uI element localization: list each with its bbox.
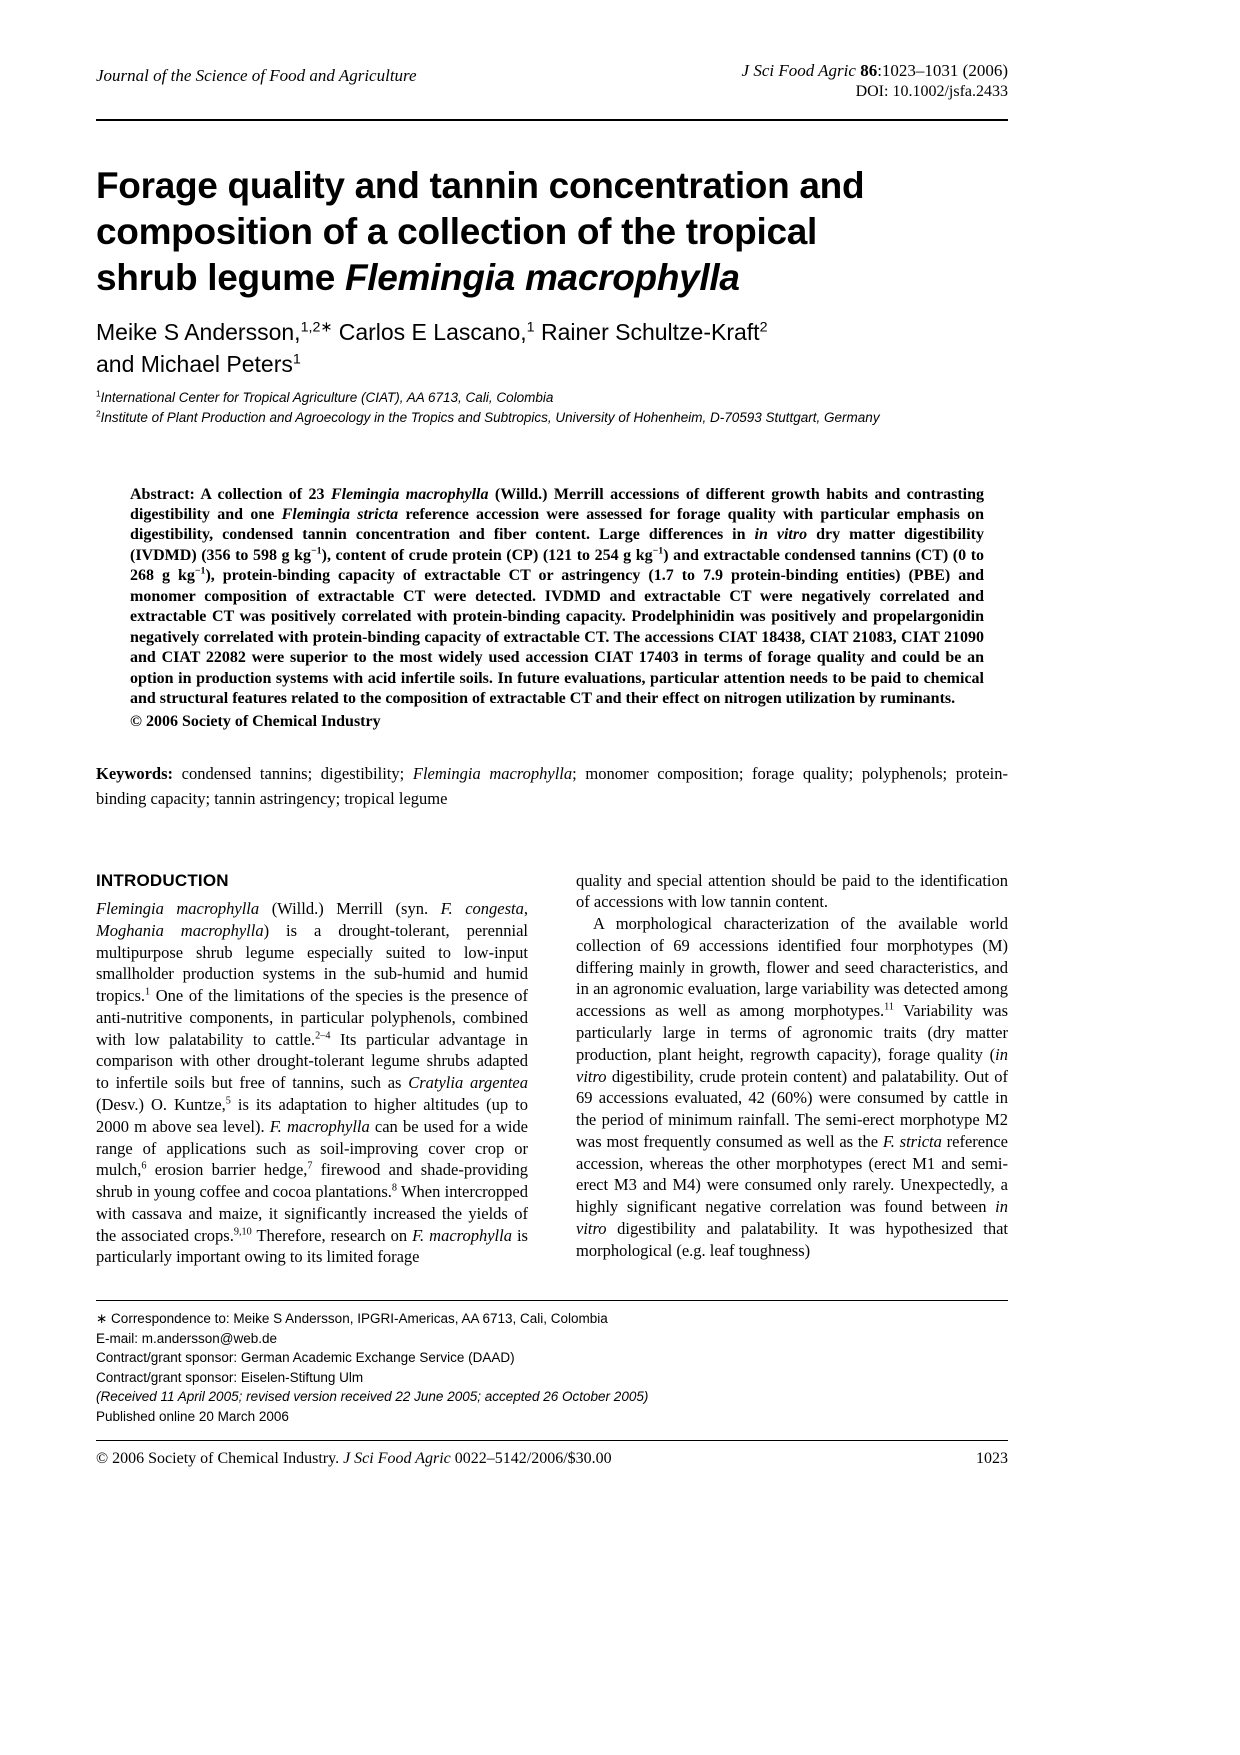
- abstract-copyright: © 2006 Society of Chemical Industry: [130, 712, 381, 730]
- header-citation-block: [742, 60, 1008, 103]
- footnote-divider: [96, 1300, 1008, 1301]
- footnote-sponsor-1: Contract/grant sponsor: German Academic Exchange Service (DAAD): [96, 1350, 515, 1366]
- article-body: [96, 870, 1008, 1268]
- bottom-divider: [96, 1440, 1008, 1441]
- page-number: 1023: [976, 1450, 1008, 1468]
- header-row: [96, 60, 1008, 103]
- left-column: [96, 870, 528, 1268]
- page-footer: [96, 1300, 1008, 1468]
- header-divider: [96, 119, 1008, 121]
- doi: DOI: 10.1002/jsfa.2433: [855, 83, 1008, 101]
- footnotes-block: [96, 1309, 1008, 1426]
- right-column: [576, 870, 1008, 1268]
- affiliations: [96, 388, 1008, 429]
- introduction-heading: INTRODUCTION: [96, 870, 229, 890]
- authors-line: Meike S Andersson,$^{1,2∗}$ Carlos E Lascano,$^1$ Rainer Schultze-Kraft$^2$ and Michael Peters$^1$: [96, 318, 768, 377]
- footnote-received: (Received 11 April 2005; revised version received 22 June 2005; accepted 26 October 2005): [96, 1389, 649, 1405]
- body-paragraph-2: A morphological characterization of the available world collection of 69 accessions identified four morphotypes (M) differing mainly in growth, flower and seed characteristics, and in an agronomic evaluation, large variability was detected among accessions as well as among morphotypes.$^{11}$ Variability was particularly large in terms of agronomic traits (dry matter production, plant height, regrowth capacity), forage quality (in vitro digestibility, crude protein content) and palatability. Out of 69 accessions evaluated, 42 (60%) were consumed by cattle in the period of minimum rainfall. The semi-erect morphotype M2 was most frequently consumed as well as the F. stricta reference accession, whereas the other morphotypes (erect M1 and semi-erect M3 and M4) were consumed only rarely. Unexpectedly, a highly significant negative correlation was found between in vitro digestibility and palatability. It was hypothesized that morphological (e.g. leaf toughness): [576, 914, 1009, 1260]
- abstract-paragraph: Abstract: A collection of 23 Flemingia macrophylla (Willd.) Merrill accessions of different growth habits and contrasting digestibility and one Flemingia stricta reference accession were assessed for forage quality with particular emphasis on digestibility, condensed tannin concentration and fiber content. Large differences in in vitro dry matter digestibility (IVDMD) (356 to 598 g $kg^{-1}$), content of crude protein (CP) (121 to 254 g $kg^{-1}$) and extractable condensed tannins (CT) (0 to 268 g $kg^{-1}$), protein-binding capacity of extractable CT or astringency (1.7 to 7.9 protein-binding entities) (PBE) and monomer composition of extractable CT were detected. IVDMD and extractable CT were negatively correlated and extractable CT was positively correlated with protein-binding capacity. Prodelphinidin was positively and propelargonidin negatively correlated with protein-binding capacity of extractable CT. The accessions CIAT 18438, CIAT 21083, CIAT 21090 and CIAT 22082 were superior to the most widely used accession CIAT 17403 in terms of forage quality and could be an option in production systems with acid infertile soils. In future evaluations, particular attention needs to be paid to chemical and structural features related to the composition of extractable CT and their effect on nitrogen utilization by ruminants.: [130, 485, 985, 708]
- page-header: [96, 60, 1008, 121]
- abstract-section: [96, 485, 1008, 733]
- body-paragraph-1: quality and special attention should be paid to the identification of accessions with low tannin content.: [576, 870, 1008, 912]
- bottom-row: [96, 1450, 1008, 1468]
- introduction-paragraph: Flemingia macrophylla (Willd.) Merrill (syn. F. congesta, Moghania macrophylla) is a drought-tolerant, perennial multipurpose shrub legume especially suited to low-input smallholder production systems in the sub-humid and humid tropics.$^1$ One of the limitations of the species is the presence of anti-nutritive components, in particular polyphenols, combined with low palatability to cattle.$^{2-4}$ Its particular advantage in comparison with other drought-tolerant legume shrubs adapted to infertile soils but free of tannins, such as Cratylia argentea (Desv.) O. Kuntze,$^5$ is its adaptation to higher altitudes (up to 2000 m above sea level). F. macrophylla can be used for a wide range of applications such as soil-improving cover crop or mulch,$^6$ erosion barrier hedge,$^7$ firewood and shade-providing shrub in young coffee and cocoa plantations.$^8$ When intercropped with cassava and maize, it significantly increased the yields of the associated crops.$^{9,10}$ Therefore, research on F. macrophylla is particularly important owing to its limited forage: [96, 899, 529, 1267]
- bottom-copyright: © 2006 Society of Chemical Industry. J Sci Food Agric 0022–5142/2006/$30.00: [96, 1450, 612, 1468]
- citation: J Sci Food Agric 86:1023–1031 (2006): [741, 61, 1008, 80]
- article-title: Forage quality and tannin concentration and composition of a collection of the tropical shrub legume Flemingia macrophylla: [96, 164, 865, 299]
- footnote-sponsor-2: Contract/grant sponsor: Eiselen-Stiftung Ulm: [96, 1369, 364, 1385]
- journal-name: Journal of the Science of Food and Agriculture: [96, 66, 417, 85]
- title-block: [96, 163, 1008, 429]
- footnote-published: Published online 20 March 2006: [96, 1408, 289, 1424]
- footnote-correspondence: ∗ Correspondence to: Meike S Andersson, IPGRI-Americas, AA 6713, Cali, Colombia: [96, 1311, 608, 1327]
- affiliation-2: $^2$Institute of Plant Production and Agroecology in the Tropics and Subtropics, University of Hohenheim, D-70593 Stuttgart, Germany: [96, 408, 880, 426]
- footnote-email: E-mail: m.andersson@web.de: [96, 1330, 278, 1346]
- affiliation-1: $^1$International Center for Tropical Agriculture (CIAT), AA 6713, Cali, Colombia: [96, 388, 554, 406]
- keywords-paragraph: Keywords: condensed tannins; digestibility; Flemingia macrophylla; monomer composition; forage quality; polyphenols; protein-binding capacity; tannin astringency; tropical legume: [96, 764, 1008, 808]
